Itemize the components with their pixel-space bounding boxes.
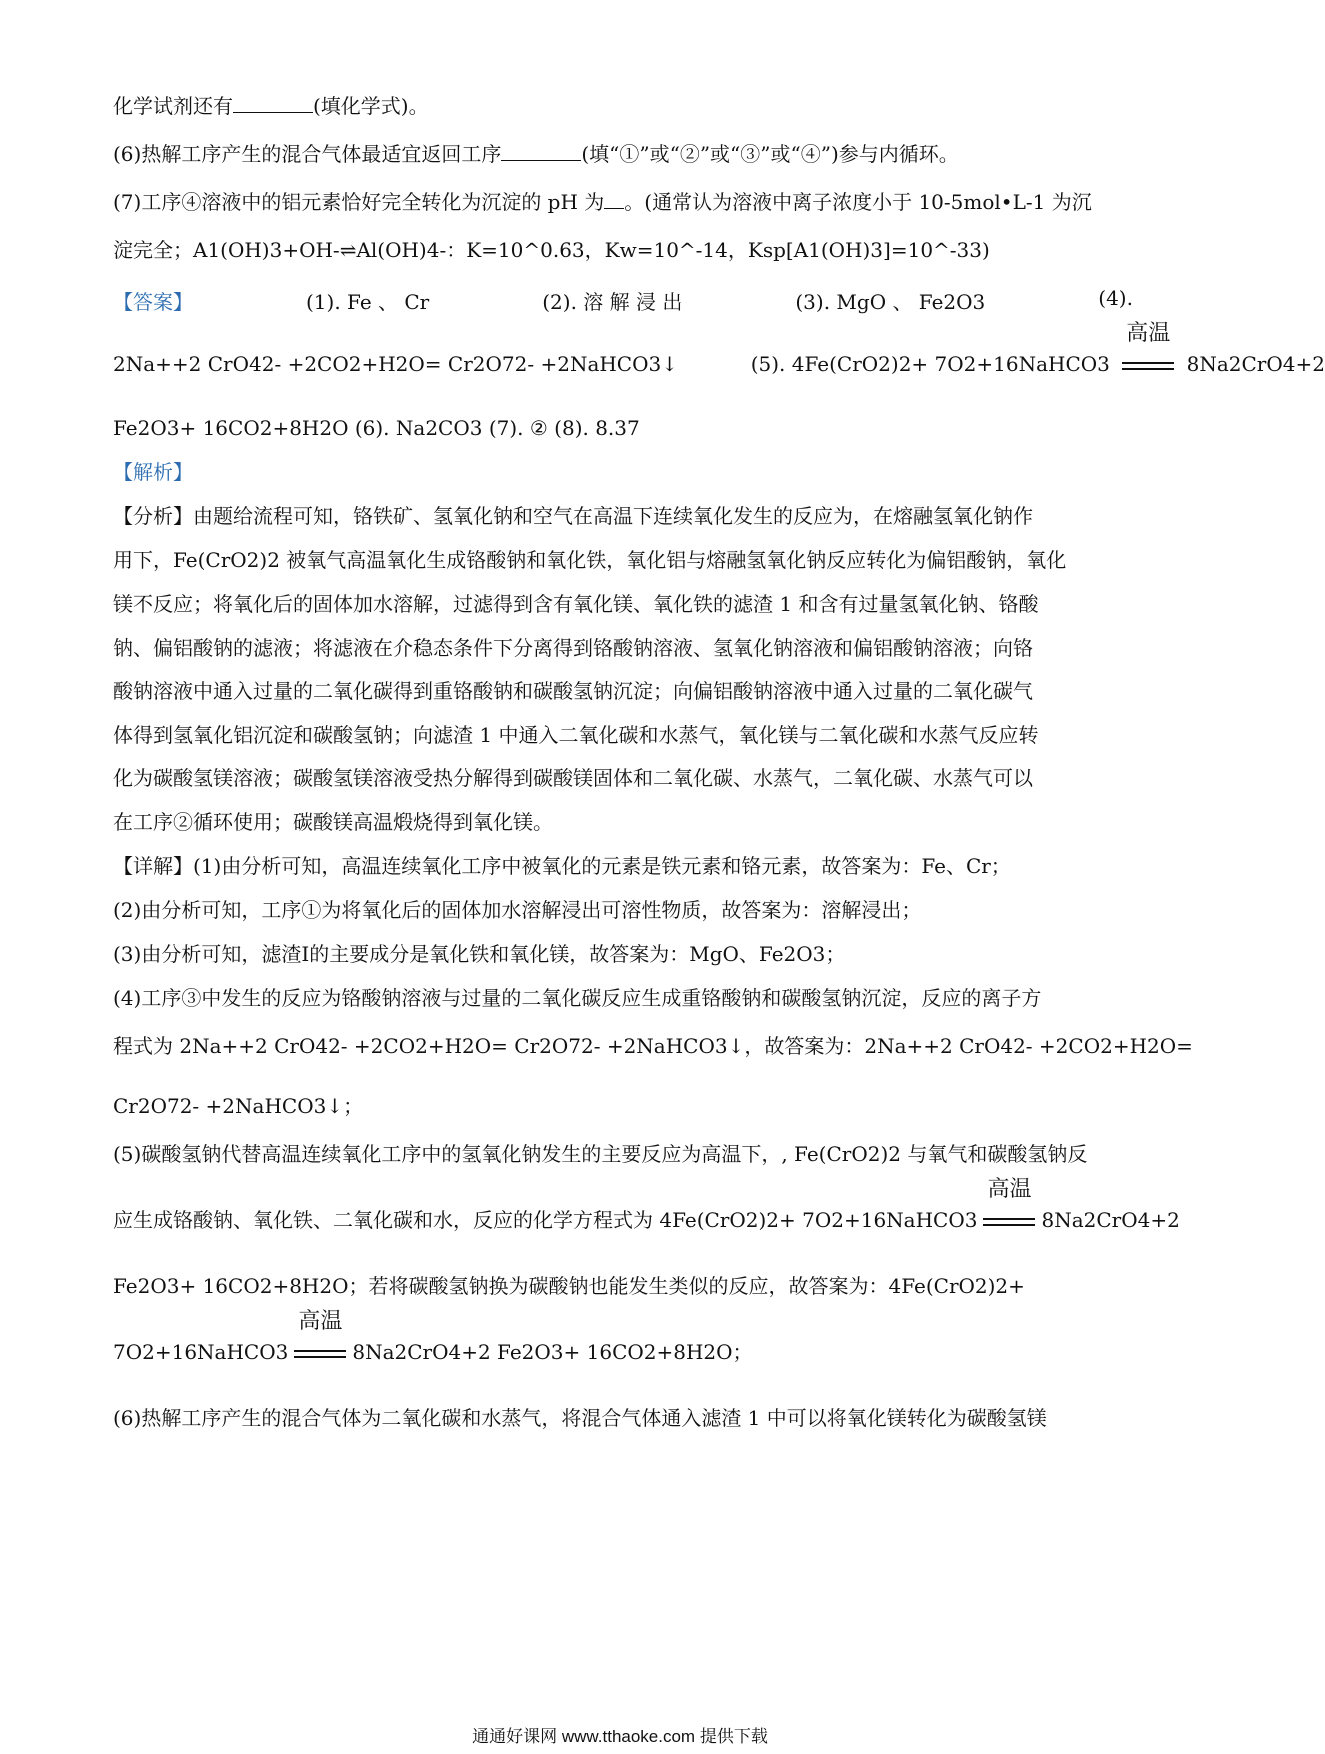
answer-blank-6 (501, 140, 581, 161)
detail-line: 程式为 2Na++2 CrO42- +2CO2+H2O= Cr2O72- +2NaHCO3↓，故答案为：2Na++2 CrO42- +2CO2+H2O= (113, 1034, 1193, 1058)
answer-item-2: (2). 溶 解 浸 出 (542, 290, 683, 314)
analysis-line: 【分析】由题给流程可知，铬铁矿、氢氧化钠和空气在高温下连续氧化发生的反应为，在熔融氢氧化钠作 (113, 504, 1033, 528)
q5-tail-prefix: 化学试剂还有 (113, 94, 233, 118)
detail-line: 【详解】(1)由分析可知，高温连续氧化工序中被氧化的元素是铁元素和铬元素，故答案为：Fe、Cr； (113, 854, 1011, 878)
analysis-line: 钠、偏铝酸钠的滤液；将滤液在介稳态条件下分离得到铬酸钠溶液、氢氧化钠溶液和偏铝酸钠溶液；向铬 (113, 636, 1033, 660)
condition-label: 高温 (1126, 321, 1171, 346)
high-temp-condition (983, 1177, 1035, 1234)
analysis-tag: 【解析】 (113, 460, 193, 484)
q6-suffix: (填“①”或“②”或“③”或“④”)参与内循环。 (581, 142, 959, 166)
analysis-line: 用下，Fe(CrO2)2 被氧气高温氧化生成铬酸钠和氧化铁，氧化铝与熔融氢氧化钠反应转化为偏铝酸钠，氧化 (113, 548, 1067, 572)
question-7-line1 (113, 188, 1133, 216)
analysis-line: 在工序②循环使用；碳酸镁高温煅烧得到氧化镁。 (113, 810, 553, 834)
answer-blank-7 (604, 188, 624, 209)
detail-line: Cr2O72- +2NaHCO3↓； (113, 1094, 364, 1118)
q5-tail (113, 92, 1133, 120)
detail-line: (3)由分析可知，滤渣I的主要成分是氧化铁和氧化镁，故答案为：MgO、Fe2O3； (113, 942, 846, 966)
equals-sign (983, 1218, 1035, 1226)
detail-equation-products: 8Na2CrO4+2 Fe2O3+ 16CO2+8H2O； (352, 1340, 753, 1364)
page-footer: 通通好课网 www.tthaoke.com 提供下载 (472, 1727, 768, 1746)
high-temp-condition (294, 1309, 346, 1366)
answer-row-2 (113, 321, 1325, 378)
answer-5-reactants: (5). 4Fe(CrO2)2+ 7O2+16NaHCO3 (750, 352, 1110, 376)
detail-line: (4)工序③中发生的反应为铬酸钠溶液与过量的二氧化碳反应生成重铬酸钠和碳酸氢钠沉淀，反应的离子方 (113, 986, 1042, 1010)
detail-line: (5)碳酸氢钠代替高温连续氧化工序中的氢氧化钠发生的主要反应为高温下，, Fe(CrO2)2 与氧气和碳酸氢钠反 (113, 1142, 1088, 1166)
answer-blank-5 (233, 92, 313, 113)
analysis-line: 镁不反应；将氧化后的固体加水溶解，过滤得到含有氧化镁、氧化铁的滤渣 1 和含有过量氢氧化钠、铬酸 (113, 592, 1039, 616)
detail-equation-reactants: 7O2+16NaHCO3 (113, 1340, 289, 1364)
detail-line-equation (113, 1177, 1180, 1234)
answer-ionic-equation: 2Na++2 CrO42- +2CO2+H2O= Cr2O72- +2NaHCO3↓ (113, 352, 678, 376)
detail-line: Fe2O3+ 16CO2+8H2O；若将碳酸氢钠换为碳酸钠也能发生类似的反应，故答案为：4Fe(CrO2)2+ (113, 1274, 1025, 1298)
detail-line: (6)热解工序产生的混合气体为二氧化碳和水蒸气，将混合气体通入滤渣 1 中可以将氧化镁转化为碳酸氢镁 (113, 1406, 1047, 1430)
q7-prefix: (7)工序④溶液中的铝元素恰好完全转化为沉淀的 pH 为 (113, 190, 605, 214)
question-6 (113, 140, 1133, 168)
answer-row-3: Fe2O3+ 16CO2+8H2O (6). Na2CO3 (7). ② (8). 8.37 (113, 416, 640, 440)
answer-item-3: (3). MgO 、 Fe2O3 (795, 290, 986, 314)
equals-sign (294, 1350, 346, 1358)
detail-equation-products: 8Na2CrO4+2 (1041, 1208, 1180, 1232)
q7-suffix: 。(通常认为溶液中离子浓度小于 10-5mol•L-1 为沉 (624, 190, 1092, 214)
answer-5-products: 8Na2CrO4+2 (1186, 352, 1325, 376)
analysis-line: 体得到氢氧化铝沉淀和碳酸氢钠；向滤渣 1 中通入二氧化碳和水蒸气，氧化镁与二氧化碳和水蒸气反应转 (113, 723, 1039, 747)
q6-prefix: (6)热解工序产生的混合气体最适宜返回工序 (113, 142, 502, 166)
answer-item-4: (4). (1098, 286, 1133, 310)
answer-tag: 【答案】 (113, 290, 193, 314)
answer-item-1: (1). Fe 、 Cr (306, 290, 430, 314)
answer-row-1 (113, 286, 1133, 315)
detail-equation-reactants: 应生成铬酸钠、氧化铁、二氧化碳和水，反应的化学方程式为 4Fe(CrO2)2+ 7O2+16NaHCO3 (113, 1208, 978, 1232)
detail-line-equation (113, 1309, 1133, 1366)
equals-sign (1122, 362, 1174, 370)
condition-label: 高温 (987, 1177, 1032, 1202)
detail-line: (2)由分析可知，工序①为将氧化后的固体加水溶解浸出可溶性物质，故答案为：溶解浸出； (113, 898, 922, 922)
condition-label: 高温 (298, 1309, 343, 1334)
analysis-line: 酸钠溶液中通入过量的二氧化碳得到重铬酸钠和碳酸氢钠沉淀；向偏铝酸钠溶液中通入过量的二氧化碳气 (113, 679, 1033, 703)
q5-tail-suffix: (填化学式)。 (313, 94, 429, 118)
analysis-line: 化为碳酸氢镁溶液；碳酸氢镁溶液受热分解得到碳酸镁固体和二氧化碳、水蒸气，二氧化碳、水蒸气可以 (113, 766, 1033, 790)
question-7-line2: 淀完全；A1(OH)3+OH-⇌Al(OH)4-：K=10^0.63，Kw=10^-14，Ksp[A1(OH)3]=10^-33) (113, 238, 990, 262)
high-temp-condition (1122, 321, 1174, 378)
